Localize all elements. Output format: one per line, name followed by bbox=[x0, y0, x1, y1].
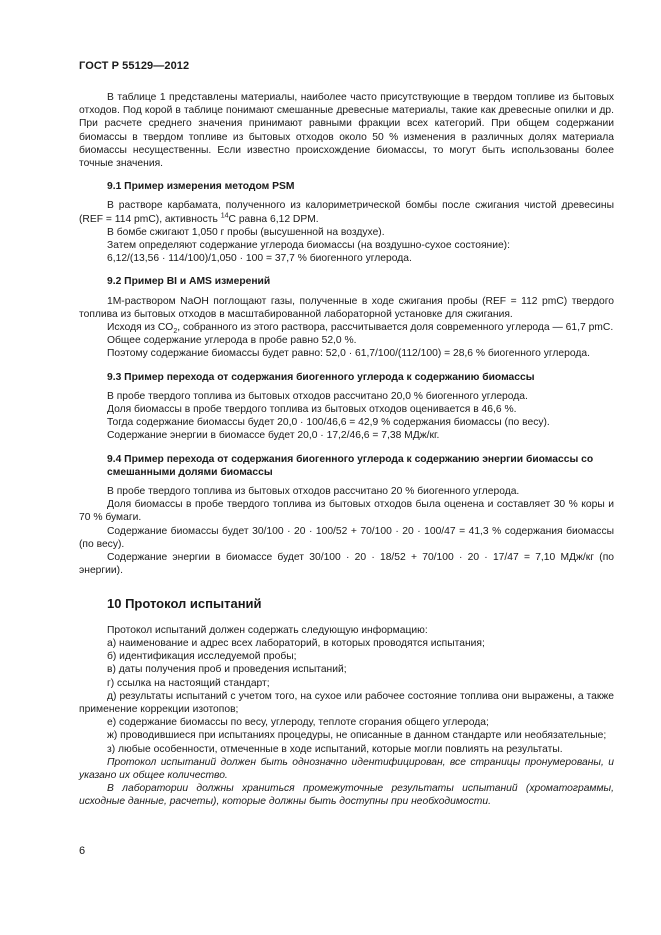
s91-paragraph-2: В бомбе сжигают 1,050 г пробы (высушенной на воздухе). bbox=[107, 226, 385, 238]
s10-intro: Протокол испытаний должен содержать следующую информацию: bbox=[107, 624, 428, 636]
s94-paragraph-4: Содержание энергии в биомассе будет 30/100 · 20 · 18/52 + 70/100 · 20 · 17/47 = 7,10 МДж/кг (по энергии). bbox=[79, 552, 614, 577]
list-item: д) результаты испытаний с учетом того, на сухое или рабочее состояние топлива они выражены, а также применение коррекции изотопов; bbox=[79, 690, 614, 715]
s94-paragraph-3: Содержание биомассы будет 30/100 · 20 · 100/52 + 70/100 · 20 · 100/47 = 41,3 % содержания биомассы (по весу). bbox=[79, 525, 614, 550]
list-item: г) ссылка на настоящий стандарт; bbox=[107, 677, 270, 689]
s93-paragraph-2: Доля биомассы в пробе твердого топлива из бытовых отходов оценивается в 46,6 %. bbox=[107, 404, 517, 416]
list-item: з) любые особенности, отмеченные в ходе испытаний, которые могли повлиять на результаты. bbox=[107, 743, 563, 755]
document-header: ГОСТ Р 55129—2012 bbox=[79, 60, 190, 72]
section-9-1-heading: 9.1 Пример измерения методом PSM bbox=[107, 181, 295, 193]
s10-note-1: Протокол испытаний должен быть однозначно идентифицирован, все страницы пронумерованы, и указано их общее количество. bbox=[79, 756, 614, 781]
list-item: а) наименование и адрес всех лабораторий, в которых проводятся испытания; bbox=[107, 637, 485, 649]
page-content bbox=[79, 91, 614, 809]
s92-paragraph-3: Общее содержание углерода в пробе равно 52,0 %. bbox=[107, 335, 357, 347]
s91-formula: 6,12/(13,56 · 114/100)/1,050 · 100 = 37,7 % биогенного углерода. bbox=[107, 253, 412, 265]
s92-paragraph-4: Поэтому содержание биомассы будет равно: 52,0 · 61,7/100/(112/100) = 28,6 % биогенного углерода. bbox=[107, 348, 590, 360]
section-9-3-heading: 9.3 Пример перехода от содержания биогенного углерода к содержанию биомассы bbox=[107, 371, 535, 383]
intro-paragraph: В таблице 1 представлены материалы, наиболее часто присутствующие в твердом топливе из бытовых отходов. Под корой в таблице понимают смешанные древесные материалы, такие как древесные опилки и др. При расчете среднего значения принимают равными фракции всех категорий. При общем содержании биомассы в твердом топливе из бытовых отходов около 50 % изменения в различных долях материала биомассы несущественны. Если известно происхождение биомассы, то могут быть использованы более точные значения. bbox=[79, 92, 614, 170]
s92-paragraph-1: 1М-раствором NaOH поглощают газы, полученные в ходе сжигания пробы (REF = 112 pmC) твердого топлива из бытовых отходов в масштабированной лабораторной установке для сжигания. bbox=[79, 295, 614, 320]
s94-paragraph-1: В пробе твердого топлива из бытовых отходов рассчитано 20 % биогенного углерода. bbox=[107, 486, 520, 498]
s93-paragraph-4: Содержание энергии в биомассе будет 20,0 · 17,2/46,6 = 7,38 МДж/кг. bbox=[107, 430, 440, 442]
s94-paragraph-2: Доля биомассы в пробе твердого топлива из бытовых отходов была оценена и составляет 30 % коры и 70 % бумаги. bbox=[79, 499, 614, 524]
page-number: 6 bbox=[79, 845, 86, 857]
s91-paragraph-3: Затем определяют содержание углерода биомассы (на воздушно-сухое состояние): bbox=[107, 240, 510, 252]
section-9-4-heading: 9.4 Пример перехода от содержания биогенного углерода к содержанию энергии биомассы со смешанными долями биомассы bbox=[107, 453, 594, 478]
s92-paragraph-2: Исходя из $CO_2$, собранного из этого раствора, рассчитывается доля современного углерода — 61,7 pmC. bbox=[107, 322, 614, 336]
list-item: б) идентификация исследуемой пробы; bbox=[107, 651, 297, 663]
s91-paragraph-1: В растворе карбамата, полученного из калориметрической бомбы после сжигания чистой древесины (REF = 114 pmC), активность $^{14}$C равна 6,12 DPM. bbox=[79, 200, 614, 225]
s93-paragraph-3: Тогда содержание биомассы будет 20,0 · 100/46,6 = 42,9 % содержания биомассы (по весу). bbox=[107, 417, 550, 429]
section-9-2-heading: 9.2 Пример BI и AMS измерений bbox=[107, 276, 271, 288]
list-item: в) даты получения проб и проведения испытаний; bbox=[107, 664, 347, 676]
list-item: ж) проводившиеся при испытаниях процедуры, не описанные в данном стандарте или необязательные; bbox=[107, 730, 607, 742]
s93-paragraph-1: В пробе твердого топлива из бытовых отходов рассчитано 20,0 % биогенного углерода. bbox=[107, 390, 528, 402]
s10-note-2: В лаборатории должны храниться промежуточные результаты испытаний (хроматограммы, исходные данные, расчеты), которые должны быть доступны при необходимости. bbox=[79, 783, 614, 808]
section-10-heading: 10 Протокол испытаний bbox=[107, 595, 262, 611]
list-item: е) содержание биомассы по весу, углероду, теплоте сгорания общего углерода; bbox=[107, 717, 489, 729]
